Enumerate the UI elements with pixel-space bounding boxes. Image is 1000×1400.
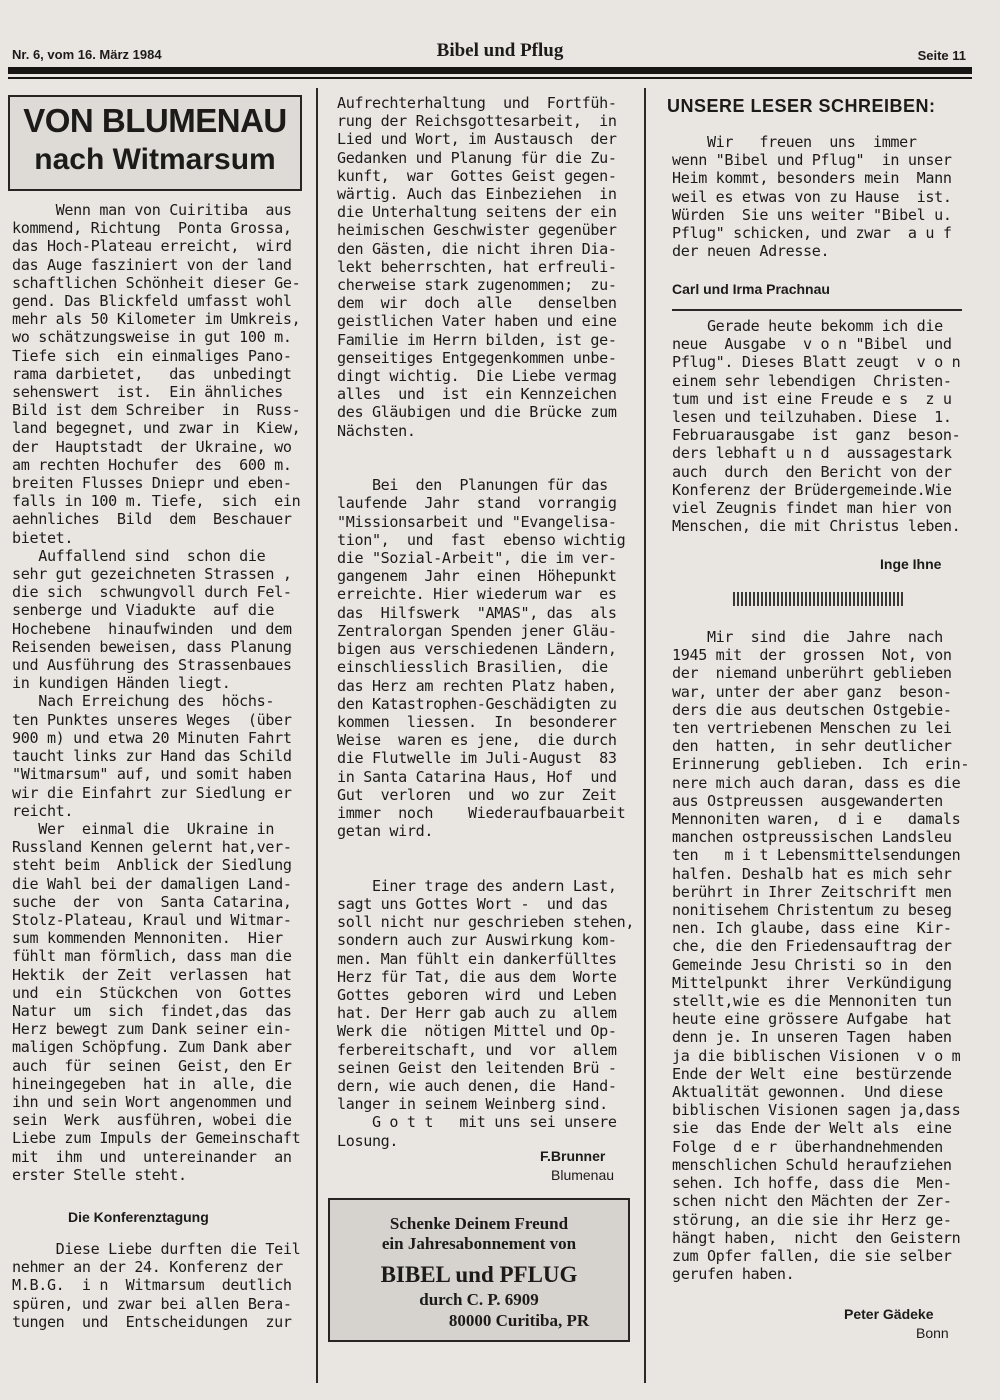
article-title-box: [8, 95, 302, 191]
letters-divider-1: [672, 309, 962, 311]
article-title-line1: VON BLUMENAU: [23, 102, 287, 139]
ad-line-3: BIBEL und PFLUG: [380, 1262, 578, 1287]
letter-2-text: Gerade heute bekomm ich die neue Ausgabe v o n "Bibel und Pflug". Dieses Blatt zeugt v o n einem sehr lebendigen Christen- tum und ist eine Freude e s z u lesen und teilzuhaben. Diese 1. Februarausgabe ist ganz beson- ders lebhaft u n d aussagestark auch durch den Bericht von der Konferenz der Brüdergemeinde.Wie viel Zeugnis findet man hier von Menschen, die mit Christus leben.: [672, 317, 961, 536]
page-number: Seite 11: [917, 48, 966, 63]
letter-3-signature: [844, 1306, 934, 1322]
letter-3-signature-name: Peter Gädeke: [844, 1306, 934, 1322]
letter-2-signature-name: Inge Ihne: [880, 556, 942, 572]
ad-line-4: durch C. P. 6909: [419, 1290, 539, 1309]
article-column-2: Aufrechterhaltung und Fortfüh- rung der Reichsgottesarbeit, in Lied und Wort, im Austausch der Gedanken und Planung für die Zu- kunft, war Gottes Geist gegen- wärtig. Auch das Einbeziehen in die Unterhaltung seitens der ein heimischen Geschwister gegenüber den Gästen, die nicht ihren Dia- lekt beherrschten, hat erfreuli- cherweise stark zugenommen; zu- dem wir doch alle denselben geistlichen Vater haben und eine Familie im Herrn bilden, ist ge- genseitiges Entgegenkommen unbe- dingt wichtig. Die Liebe vermag alles und ist ein Kennzeichen des Gläubigen und die Brücke zum Nächsten. Bei den Planungen für das laufende Jahr stand vorrangig "Missionsarbeit und "Evangelisa- tion", und fast ebenso wichtig die "Sozial-Arbeit", die im ver- gangenem Jahr einen Höhepunkt erreichte. Hier wiederum war es das Hilfswerk "AMAS", das als Zentralorgan Spenden jener Gläu- bigen aus verschiedenen Ländern, einschliesslich Brasilien, die das Herz am rechten Platz haben, den Katastrophen-Geschädigten zu kommen liessen. In besonderer Weise waren es jene, die durch die Flutwelle im Juli-August 83 in Santa Catarina Haus, Hof und Gut verloren und wo zur Zeit immer noch Wiederaufbauarbeit getan wird. Einer trage des andern Last, sagt uns Gottes Wort - und das soll nicht nur geschrieben stehen, sondern auch zur Auswirkung kom- men. Man fühlt ein dankerfülltes Herz für Tat, die aus dem Worte Gottes geboren wird und Leben hat. Der Herr gab auch zu allem Werk die nötigen Mittel und Op- ferbereitschaft, und vor allem seinen Geist den leitenden Brü - dern, wie auch denen, die Hand- langer in seinem Weinberg sind. G o t t mit uns sei unsere Losung.: [337, 94, 635, 1150]
article-title-line2: nach Witmarsum: [34, 143, 276, 176]
letters-heading: UNSERE LESER SCHREIBEN:: [667, 96, 936, 116]
letter-3-text: Mir sind die Jahre nach 1945 mit der grossen Not, von der niemand unberührt geblieben war, unter der aber ganz beson- ders die aus deutschen Ostgebie- ten vertriebenen Menschen zu lei den hatten, in sehr deutlicher Erinnerung geblieben. Ich erin- nere mich auch daran, dass es die aus Ostpreussen ausgewanderten Mennoniten waren, d i e damals manchen ostpreussischen Landsleu ten m i t Lebensmittelsendungen halfen. Deshalb hat es mich sehr berührt in Ihrer Zeitschrift men nonitisehem Christentum zu beseg nen. Ich glaube, dass eine Kir- che, die den Friedensauftrag der Gemeinde Jesu Christi so in den Mittelpunkt ihrer Verkündigung stellt,wie es die Mennoniten tun heute eine grössere Aufgabe hat denn je. In unseren Tagen haben ja die biblischen Visionen v o m Ende der Welt eine bestürzende Aktualität gewonnen. Und diese biblischen Visionen sagen ja,dass sie das Ende der Welt als eine Folge d e r überhandnehmenden menschlichen Schuld heraufziehen sehen. Ich hoffe, dass die Men- schen nicht den Mächten der Zer- störung, an die sie ihr Herz ge- hängt haben, nicht den Geistern zum Opfer fallen, die sie selber gerufen haben.: [672, 628, 970, 1284]
letter-3-place: Bonn: [916, 1325, 949, 1341]
letter-1-signature: [672, 281, 830, 297]
letter-1-signature-name: Carl und Irma Prachnau: [672, 281, 830, 297]
header-rule-thick: [8, 67, 972, 74]
article-author: [540, 1148, 605, 1164]
ad-line-2: ein Jahresabonnement von: [381, 1234, 577, 1253]
column-divider-2: [644, 88, 646, 1383]
article-author-name: F.Brunner: [540, 1148, 606, 1164]
article-author-place: Blumenau: [551, 1167, 615, 1183]
header-rule-thin: [8, 77, 972, 79]
article-column-1-continued: Diese Liebe durften die Teil nehmer an der 24. Konferenz der M.B.G. i n Witmarsum deutlich spüren, und zwar bei allen Bera- tungen und Entscheidungen zur: [12, 1240, 301, 1331]
letter-2-signature: [880, 556, 941, 572]
subscription-ad-box: [328, 1198, 630, 1342]
article-subheading: Die Konferenztagung: [68, 1209, 209, 1225]
letter-1-text: Wir freuen uns immer wenn "Bibel und Pflug" in unser Heim kommt, besonders mein Mann weil es etwas von zu Hause ist. Würden Sie uns weiter "Bibel u. Pflug" schicken, und zwar a u f der neuen Adresse.: [672, 133, 952, 261]
ad-line-1: Schenke Deinem Freund: [389, 1214, 569, 1233]
issue-info: Nr. 6, vom 16. März 1984: [12, 47, 162, 62]
article-column-1: Wenn man von Cuiritiba aus kommend, Richtung Ponta Grossa, das Hoch-Plateau erreicht, wird das Auge fasziniert von der land schaftlichen Schönheit dieser Ge- gend. Das Blickfeld umfasst wohl mehr als 50 Kilometer im Umkreis, wo schätzungsweise in gut 100 m. Tiefe sich ein einmaliges Pano- rama darbietet, das unbedingt sehenswert ist. Ein ähnliches Bild ist dem Schreiber in Russ- land begegnet, und zwar in Kiew, der Hauptstadt der Ukraine, wo am rechten Hochufer des 600 m. breiten Flusses Dniepr und eben- falls in 100 m. Tiefe, sich ein aehnliches Bild dem Beschauer bietet. Auffallend sind schon die sehr gut gezeichneten Strassen , die sich schwungvoll durch Fel- senberge und Viadukte auf die Hochebene hinaufwinden und dem Reisenden beweisen, dass Planung und Ausführung des Strassenbaues in kundigen Händen liegt. Nach Erreichung des höchs- ten Punktes unseres Weges (über 900 m) und etwa 20 Minuten Fahrt taucht links zur Hand das Schild "Witmarsum" auf, und somit haben wir die Einfahrt zur Siedlung er reicht. Wer einmal die Ukraine in Russland Kennen gelernt hat,ver- steht beim Anblick der Siedlung die Wahl bei der damaligen Land- suche der von Santa Catarina, Stolz-Plateau, Kraul und Witmar- sum kommenden Mennoniten. Hier fühlt man förmlich, dass man die Hektik der Zeit verlassen hat und ein Stückchen von Gottes Natur um sich findet,das das Herz bewegt zum Dank seiner ein- maligen Schöpfung. Zum Dank aber auch für seinen Geist, den Er hineingegeben hat in alle, die ihn und sein Wort angenommen und sein Werk ausführen, wobei die Liebe zum Impuls der Gemeinschaft mit ihm und untereinander an erster Stelle steht.: [12, 201, 301, 1184]
ad-line-5: 80000 Curitiba, PR: [448, 1311, 590, 1330]
column-divider-1: [316, 88, 318, 1383]
newspaper-title: Bibel und Pflug: [436, 40, 564, 61]
letters-divider-hatched: [733, 592, 905, 606]
